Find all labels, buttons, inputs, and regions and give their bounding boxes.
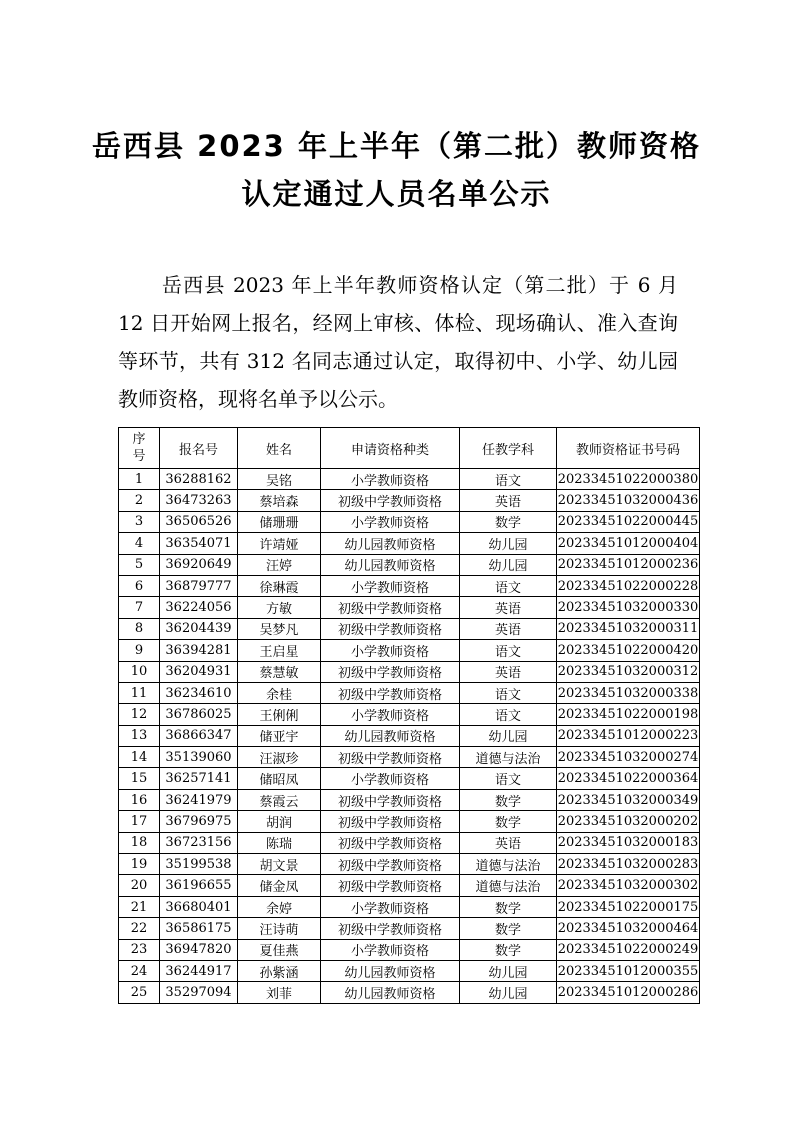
table-row <box>119 682 700 703</box>
table-row <box>119 661 700 682</box>
cell-registration-no: 36204439 <box>160 618 238 639</box>
cell-subject: 语文 <box>460 469 557 490</box>
cell-registration-no: 36586175 <box>160 918 238 939</box>
cell-seq: 22 <box>119 918 160 939</box>
cell-qualification-type: 初级中学教师资格 <box>321 490 460 511</box>
cell-subject: 英语 <box>460 661 557 682</box>
table-row <box>119 533 700 554</box>
header-seq-text: 序号 <box>132 432 146 464</box>
cell-seq: 14 <box>119 747 160 768</box>
table-header-row <box>119 428 700 469</box>
cell-name: 储亚宇 <box>238 725 321 746</box>
cell-qualification-type: 小学教师资格 <box>321 469 460 490</box>
table-row <box>119 789 700 810</box>
table-row <box>119 832 700 853</box>
cell-certificate-no: 20233451032000274 <box>557 747 700 768</box>
cell-certificate-no: 20233451012000236 <box>557 554 700 575</box>
cell-registration-no: 36786025 <box>160 704 238 725</box>
cell-subject: 数学 <box>460 789 557 810</box>
cell-subject: 语文 <box>460 704 557 725</box>
cell-registration-no: 36288162 <box>160 469 238 490</box>
teacher-list-table <box>118 427 700 1004</box>
cell-name: 刘菲 <box>238 982 321 1003</box>
table-row <box>119 511 700 532</box>
cell-qualification-type: 初级中学教师资格 <box>321 789 460 810</box>
cell-seq: 20 <box>119 875 160 896</box>
cell-subject: 幼儿园 <box>460 982 557 1003</box>
cell-seq: 16 <box>119 789 160 810</box>
cell-qualification-type: 初级中学教师资格 <box>321 832 460 853</box>
header-certificate-no: 教师资格证书号码 <box>557 428 700 469</box>
cell-certificate-no: 20233451032000464 <box>557 918 700 939</box>
cell-registration-no: 36196655 <box>160 875 238 896</box>
intro-text: 岳西县 2023 年上半年教师资格认定（第二批）于 6 月 12 日开始网上报名，经网上审核、体检、现场确认、准入查询等环节，共有 312 名同志通过认定，取得初中、小学、幼儿园教师资格，现将名单予以公示。 <box>118 273 678 411</box>
cell-subject: 语文 <box>460 575 557 596</box>
table-row <box>119 918 700 939</box>
cell-qualification-type: 小学教师资格 <box>321 939 460 960</box>
cell-subject: 幼儿园 <box>460 725 557 746</box>
cell-seq: 3 <box>119 511 160 532</box>
cell-name: 孙紫涵 <box>238 960 321 981</box>
table-row <box>119 960 700 981</box>
table-row <box>119 704 700 725</box>
cell-subject: 英语 <box>460 597 557 618</box>
document-title-line-1: 岳西县 2023 年上半年（第二批）教师资格 <box>92 129 701 163</box>
cell-name: 蔡培森 <box>238 490 321 511</box>
cell-subject: 数学 <box>460 918 557 939</box>
cell-name: 余婷 <box>238 896 321 917</box>
cell-qualification-type: 幼儿园教师资格 <box>321 533 460 554</box>
cell-registration-no: 36723156 <box>160 832 238 853</box>
table-row <box>119 811 700 832</box>
cell-registration-no: 36394281 <box>160 640 238 661</box>
cell-qualification-type: 小学教师资格 <box>321 768 460 789</box>
cell-seq: 17 <box>119 811 160 832</box>
cell-certificate-no: 20233451032000338 <box>557 682 700 703</box>
cell-name: 王俐俐 <box>238 704 321 725</box>
cell-name: 汪淑珍 <box>238 747 321 768</box>
cell-name: 余桂 <box>238 682 321 703</box>
cell-name: 夏佳燕 <box>238 939 321 960</box>
cell-registration-no: 36680401 <box>160 896 238 917</box>
cell-seq: 9 <box>119 640 160 661</box>
cell-registration-no: 36234610 <box>160 682 238 703</box>
cell-subject: 语文 <box>460 640 557 661</box>
cell-registration-no: 35139060 <box>160 747 238 768</box>
cell-qualification-type: 幼儿园教师资格 <box>321 960 460 981</box>
cell-certificate-no: 20233451022000198 <box>557 704 700 725</box>
cell-certificate-no: 20233451032000349 <box>557 789 700 810</box>
cell-seq: 10 <box>119 661 160 682</box>
cell-subject: 数学 <box>460 939 557 960</box>
cell-subject: 语文 <box>460 768 557 789</box>
cell-registration-no: 36354071 <box>160 533 238 554</box>
table-row <box>119 768 700 789</box>
cell-certificate-no: 20233451032000202 <box>557 811 700 832</box>
table-row <box>119 939 700 960</box>
cell-registration-no: 36866347 <box>160 725 238 746</box>
cell-subject: 数学 <box>460 511 557 532</box>
cell-certificate-no: 20233451032000302 <box>557 875 700 896</box>
header-registration-no: 报名号 <box>160 428 238 469</box>
cell-qualification-type: 初级中学教师资格 <box>321 875 460 896</box>
table-row <box>119 875 700 896</box>
cell-name: 汪婷 <box>238 554 321 575</box>
cell-name: 徐琳霞 <box>238 575 321 596</box>
cell-seq: 24 <box>119 960 160 981</box>
cell-seq: 15 <box>119 768 160 789</box>
cell-name: 王启星 <box>238 640 321 661</box>
cell-subject: 幼儿园 <box>460 554 557 575</box>
table-row <box>119 618 700 639</box>
cell-registration-no: 36920649 <box>160 554 238 575</box>
cell-seq: 8 <box>119 618 160 639</box>
cell-qualification-type: 小学教师资格 <box>321 511 460 532</box>
cell-seq: 2 <box>119 490 160 511</box>
cell-subject: 幼儿园 <box>460 960 557 981</box>
cell-certificate-no: 20233451032000183 <box>557 832 700 853</box>
cell-qualification-type: 幼儿园教师资格 <box>321 982 460 1003</box>
cell-certificate-no: 20233451032000436 <box>557 490 700 511</box>
cell-seq: 21 <box>119 896 160 917</box>
cell-registration-no: 36257141 <box>160 768 238 789</box>
cell-qualification-type: 初级中学教师资格 <box>321 747 460 768</box>
cell-qualification-type: 小学教师资格 <box>321 896 460 917</box>
cell-certificate-no: 20233451022000249 <box>557 939 700 960</box>
cell-qualification-type: 初级中学教师资格 <box>321 682 460 703</box>
cell-qualification-type: 初级中学教师资格 <box>321 661 460 682</box>
cell-registration-no: 36241979 <box>160 789 238 810</box>
cell-certificate-no: 20233451012000355 <box>557 960 700 981</box>
cell-certificate-no: 20233451032000312 <box>557 661 700 682</box>
cell-certificate-no: 20233451012000223 <box>557 725 700 746</box>
cell-name: 储金凤 <box>238 875 321 896</box>
table-row <box>119 469 700 490</box>
cell-certificate-no: 20233451022000420 <box>557 640 700 661</box>
cell-seq: 11 <box>119 682 160 703</box>
cell-qualification-type: 小学教师资格 <box>321 704 460 725</box>
cell-certificate-no: 20233451032000283 <box>557 854 700 875</box>
cell-registration-no: 36473263 <box>160 490 238 511</box>
intro-paragraph <box>118 266 678 418</box>
cell-certificate-no: 20233451022000445 <box>557 511 700 532</box>
header-seq <box>119 428 160 469</box>
cell-name: 胡文景 <box>238 854 321 875</box>
cell-name: 吴铭 <box>238 469 321 490</box>
cell-name: 许靖娅 <box>238 533 321 554</box>
cell-seq: 7 <box>119 597 160 618</box>
table-row <box>119 597 700 618</box>
cell-registration-no: 36796975 <box>160 811 238 832</box>
cell-seq: 5 <box>119 554 160 575</box>
cell-name: 胡润 <box>238 811 321 832</box>
cell-subject: 道德与法治 <box>460 875 557 896</box>
cell-subject: 英语 <box>460 618 557 639</box>
table-row <box>119 640 700 661</box>
cell-certificate-no: 20233451032000311 <box>557 618 700 639</box>
table-row <box>119 490 700 511</box>
cell-qualification-type: 初级中学教师资格 <box>321 618 460 639</box>
cell-registration-no: 35199538 <box>160 854 238 875</box>
cell-certificate-no: 20233451022000380 <box>557 469 700 490</box>
header-name: 姓名 <box>238 428 321 469</box>
cell-name: 储珊珊 <box>238 511 321 532</box>
cell-seq: 18 <box>119 832 160 853</box>
cell-registration-no: 35297094 <box>160 982 238 1003</box>
cell-registration-no: 36244917 <box>160 960 238 981</box>
header-subject: 任教学科 <box>460 428 557 469</box>
cell-seq: 13 <box>119 725 160 746</box>
table-row <box>119 896 700 917</box>
cell-subject: 英语 <box>460 490 557 511</box>
cell-seq: 6 <box>119 575 160 596</box>
table-body <box>119 469 700 1004</box>
cell-subject: 数学 <box>460 896 557 917</box>
cell-name: 蔡慧敏 <box>238 661 321 682</box>
cell-certificate-no: 20233451022000228 <box>557 575 700 596</box>
cell-seq: 12 <box>119 704 160 725</box>
cell-qualification-type: 小学教师资格 <box>321 640 460 661</box>
cell-qualification-type: 初级中学教师资格 <box>321 597 460 618</box>
cell-subject: 语文 <box>460 682 557 703</box>
cell-qualification-type: 初级中学教师资格 <box>321 811 460 832</box>
cell-subject: 道德与法治 <box>460 747 557 768</box>
cell-certificate-no: 20233451012000404 <box>557 533 700 554</box>
cell-registration-no: 36947820 <box>160 939 238 960</box>
cell-qualification-type: 初级中学教师资格 <box>321 854 460 875</box>
cell-registration-no: 36224056 <box>160 597 238 618</box>
cell-qualification-type: 小学教师资格 <box>321 575 460 596</box>
cell-name: 陈瑞 <box>238 832 321 853</box>
table-row <box>119 554 700 575</box>
cell-certificate-no: 20233451022000175 <box>557 896 700 917</box>
cell-seq: 1 <box>119 469 160 490</box>
cell-name: 储昭凤 <box>238 768 321 789</box>
cell-subject: 道德与法治 <box>460 854 557 875</box>
cell-certificate-no: 20233451022000364 <box>557 768 700 789</box>
header-qualification-type: 申请资格种类 <box>321 428 460 469</box>
cell-registration-no: 36506526 <box>160 511 238 532</box>
cell-name: 汪诗萌 <box>238 918 321 939</box>
cell-subject: 英语 <box>460 832 557 853</box>
cell-qualification-type: 幼儿园教师资格 <box>321 725 460 746</box>
cell-qualification-type: 幼儿园教师资格 <box>321 554 460 575</box>
cell-seq: 25 <box>119 982 160 1003</box>
cell-qualification-type: 初级中学教师资格 <box>321 918 460 939</box>
cell-subject: 幼儿园 <box>460 533 557 554</box>
cell-registration-no: 36204931 <box>160 661 238 682</box>
cell-certificate-no: 20233451032000330 <box>557 597 700 618</box>
table-row <box>119 575 700 596</box>
cell-certificate-no: 20233451012000286 <box>557 982 700 1003</box>
table-row <box>119 854 700 875</box>
cell-name: 方敏 <box>238 597 321 618</box>
cell-registration-no: 36879777 <box>160 575 238 596</box>
cell-name: 蔡霞云 <box>238 789 321 810</box>
table-row <box>119 747 700 768</box>
cell-name: 吴梦凡 <box>238 618 321 639</box>
cell-seq: 23 <box>119 939 160 960</box>
cell-seq: 4 <box>119 533 160 554</box>
cell-seq: 19 <box>119 854 160 875</box>
table-row <box>119 982 700 1003</box>
table-row <box>119 725 700 746</box>
cell-subject: 数学 <box>460 811 557 832</box>
document-title-line-2: 认定通过人员名单公示 <box>241 177 552 211</box>
